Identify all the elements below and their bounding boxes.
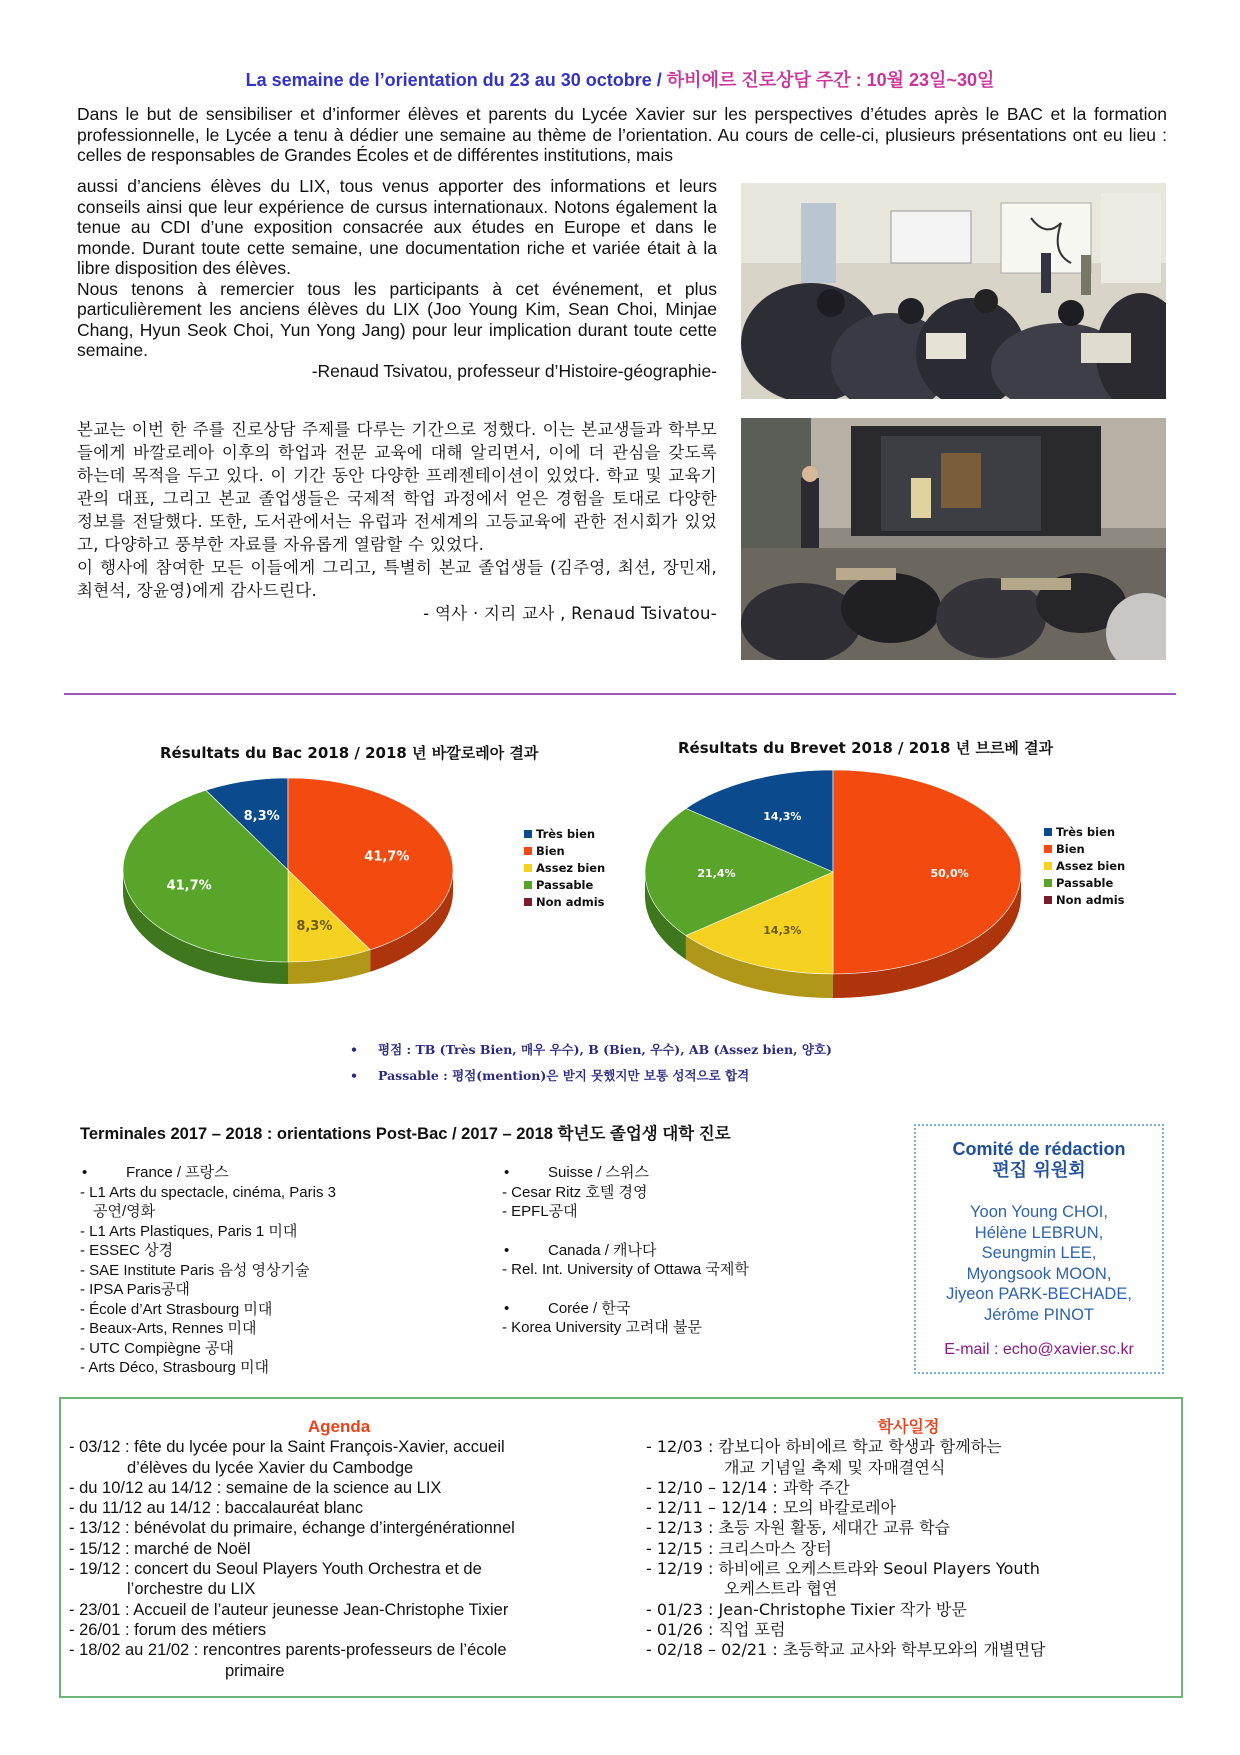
pie-data-label-0: 14,3% — [763, 810, 802, 824]
grading-note-2-text: Passable : 평점(mention)은 받지 못했지만 보통 성적으로 합격 — [378, 1068, 750, 1083]
pie-data-label-0: 8,3% — [243, 808, 280, 824]
agenda-item: - du 10/12 au 14/12 : semaine de la science au LIX — [69, 1478, 442, 1497]
article-kr-p2: 이 행사에 참여한 모든 이들에게 그리고, 특별히 본교 졸업생들 (김주영, 최션, 장민재, 최현석, 장윤영)에게 감사드린다. — [77, 558, 717, 600]
pie-data-label-1: 41,7% — [364, 849, 410, 865]
editorial-committee-box — [914, 1124, 1164, 1374]
pie-data-label-2: 14,3% — [763, 923, 802, 937]
legend-label: Très bien — [1056, 825, 1116, 839]
agenda-title-kr: 학사일정 — [877, 1417, 940, 1436]
committee-name: Yoon Young CHOI, — [970, 1203, 1108, 1221]
country-france-label: France / 프랑스 — [126, 1164, 229, 1181]
agenda-item: 오케스트라 협연 — [724, 1579, 838, 1599]
agenda-item: - 15/12 : marché de Noël — [69, 1539, 251, 1558]
agenda-item: - 23/01 : Accueil de l’auteur jeunesse Jean-Christophe Tixier — [69, 1600, 509, 1619]
agenda-item: - 12/11 – 12/14 : 모의 바칼로레아 — [646, 1498, 897, 1518]
chart-bac-title: Résultats du Bac 2018 / 2018 년 바깔로레아 결과 — [160, 744, 539, 762]
list-item: - Arts Déco, Strasbourg 미대 — [80, 1359, 270, 1376]
list-item: - UTC Compiègne 공대 — [80, 1339, 235, 1357]
legend-label: Passable — [536, 878, 594, 892]
list-item: - ESSEC 상경 — [80, 1242, 174, 1259]
legend-label: Non admis — [1056, 893, 1125, 907]
section-divider — [64, 693, 1176, 695]
list-item: - Beaux-Arts, Rennes 미대 — [80, 1320, 257, 1337]
country-canada — [502, 1241, 882, 1261]
agenda-item: - 12/03 : 캄보디아 하비에르 학교 학생과 함께하는 — [646, 1437, 1002, 1457]
committee-name: Seungmin LEE, — [981, 1244, 1097, 1262]
article-fr-signature: -Renaud Tsivatou, professeur d’Histoire-géographie- — [311, 360, 717, 381]
list-item: - Cesar Ritz 호텔 경영 — [502, 1183, 648, 1201]
legend-label: Passable — [1056, 876, 1114, 890]
legend-label: Assez bien — [1056, 859, 1126, 873]
title-fr: La semaine de l’orientation du 23 au 30 octobre / — [245, 70, 667, 90]
legend-swatch — [524, 881, 532, 889]
country-suisse — [502, 1163, 882, 1183]
agenda-item: - 12/19 : 하비에르 오케스트라와 Seoul Players Youth — [646, 1559, 1040, 1579]
list-item: - EPFL공대 — [502, 1203, 578, 1220]
page-title — [0, 66, 1240, 92]
agenda-item: - 13/12 : bénévolat du primaire, échange d’intergénérationnel — [69, 1519, 515, 1538]
orientations-other — [502, 1163, 882, 1338]
article-fr-p1: aussi d’anciens élèves du LIX, tous venus apporter des informations et leurs conseils ainsi que leur expérience de cursus internationaux. Notons également la tenue au CDI d’une exposition consacrée aux études en Europe et dans le monde. Durant toute cette semaine, une documentation riche et variée était à la libre disposition des élèves. — [77, 176, 717, 278]
pie-data-label-2: 8,3% — [296, 919, 333, 935]
list-item: - IPSA Paris공대 — [80, 1281, 190, 1298]
country-canada-label: Canada / 캐나다 — [548, 1241, 657, 1259]
agenda-item: - 03/12 : fête du lycée pour la Saint François-Xavier, accueil — [69, 1438, 505, 1457]
country-suisse-label: Suisse / 스위스 — [548, 1164, 649, 1181]
orientations-title: Terminales 2017 – 2018 : orientations Post-Bac / 2017 – 2018 학년도 졸업생 대학 진로 — [80, 1125, 731, 1143]
legend-label: Très bien — [536, 827, 596, 841]
agenda-kr — [646, 1417, 1171, 1661]
photo-classroom — [741, 418, 1166, 660]
legend-swatch — [1044, 828, 1052, 836]
chart-brevet — [638, 764, 1030, 1004]
grading-note-1-text: 평점 : TB (Très Bien, 매우 우수), B (Bien, 우수), AB (Assez bien, 양호) — [378, 1042, 832, 1057]
legend-item-0 — [524, 826, 605, 843]
bullet: • — [504, 1164, 510, 1181]
committee-name: Hélène LEBRUN, — [974, 1223, 1104, 1242]
legend-swatch — [1044, 896, 1052, 904]
agenda-item: - 01/23 : Jean-Christophe Tixier 작가 방문 — [646, 1599, 967, 1619]
spacer — [502, 1222, 882, 1241]
legend-swatch — [1044, 879, 1052, 887]
chart-bac-legend — [524, 826, 605, 911]
list-item: - Korea University 고려대 불문 — [502, 1319, 702, 1336]
agenda-item: - 26/01 : forum des métiers — [69, 1620, 267, 1639]
agenda-item: - du 11/12 au 14/12 : baccalauréat blanc — [69, 1499, 364, 1518]
country-coree-label: Corée / 한국 — [548, 1299, 631, 1317]
grading-note-2 — [350, 1066, 749, 1084]
chart-brevet-title: Résultats du Brevet 2018 / 2018 년 브르베 결과 — [678, 739, 1054, 757]
list-item: 공연/영화 — [93, 1203, 156, 1220]
legend-label: Bien — [1056, 842, 1085, 856]
committee-name: Jérôme PINOT — [983, 1305, 1095, 1324]
agenda-fr — [69, 1417, 609, 1681]
pie-data-label-1: 50,0% — [930, 867, 969, 880]
list-item: - Rel. Int. University of Ottawa 국제학 — [502, 1261, 749, 1278]
legend-item-4 — [1044, 892, 1125, 909]
legend-swatch — [524, 847, 532, 855]
agenda-item: primaire — [225, 1661, 285, 1680]
legend-label: Assez bien — [536, 861, 606, 875]
bullet: • — [82, 1164, 88, 1181]
pie-data-label-3: 21,4% — [697, 867, 736, 880]
legend-swatch — [524, 898, 532, 906]
orientations-france — [80, 1163, 480, 1378]
article-fr-intro: Dans le but de sensibiliser et d’informer élèves et parents du Lycée Xavier sur les perspectives d’études après le BAC et la formation professionnelle, le Lycée a tenu à dédier une semaine au thème de l’orientation. Au cours de celle-ci, plusieurs présentations ont eu lieu : celles de responsables de Grandes Écoles et de différentes institutions, mais — [77, 104, 1167, 165]
bullet: • — [350, 1068, 358, 1083]
legend-item-0 — [1044, 824, 1125, 841]
legend-item-1 — [1044, 841, 1125, 858]
country-france — [80, 1163, 480, 1183]
country-coree — [502, 1299, 882, 1319]
list-item: - L1 Arts du spectacle, cinéma, Paris 3 — [80, 1183, 336, 1201]
agenda-item: 개교 기념일 축제 및 자매결연식 — [724, 1457, 946, 1477]
photo-classroom-image — [741, 418, 1166, 660]
bullet: • — [504, 1299, 510, 1317]
list-item: - École d’Art Strasbourg 미대 — [80, 1300, 273, 1318]
agenda-item: l’orchestre du LIX — [127, 1580, 256, 1599]
article-kr-p1: 본교는 이번 한 주를 진로상담 주제를 다루는 기간으로 정했다. 이는 본교생들과 학부모들에게 바깔로레아 이후의 학업과 전문 교육에 대해 알리면서, 이에 더 관심을 갖도록 하는데 목적을 두고 있다. 이 기간 동안 다양한 프레젠테이션이 있었다. 학교 및 교육기관의 대표, 그리고 본교 졸업생들은 국제적 학업 과정에서 얻은 경험을 토대로 다양한 정보를 전달했다. 또한, 도서관에서는 유럽과 전세계의 고등교육에 관한 전시회가 있었고, 다양하고 풍부한 자료를 자유롭게 열람할 수 있었다. — [77, 420, 717, 554]
committee-title-fr: Comité de rédaction — [952, 1139, 1126, 1159]
agenda-title-fr: Agenda — [307, 1417, 371, 1436]
committee-names — [916, 1202, 1162, 1325]
article-kr-signature: - 역사 · 지리 교사 , Renaud Tsivatou- — [423, 604, 717, 623]
agenda-item: - 12/13 : 초등 자원 활동, 세대간 교류 학습 — [646, 1518, 950, 1538]
agenda-item: - 12/10 – 12/14 : 과학 주간 — [646, 1477, 850, 1497]
chart-bac — [118, 770, 458, 995]
chart-brevet-legend — [1044, 824, 1125, 909]
bullet: • — [504, 1241, 510, 1259]
article-kr-body — [77, 418, 717, 625]
legend-item-1 — [524, 843, 605, 860]
legend-item-3 — [1044, 875, 1125, 892]
committee-name: Jiyeon PARK-BECHADE, — [946, 1285, 1132, 1303]
committee-title-kr: 편집 위원회 — [992, 1160, 1086, 1181]
photo-presentation — [741, 183, 1166, 399]
agenda-item: - 19/12 : concert du Seoul Players Youth Orchestra et de — [69, 1560, 482, 1579]
legend-item-2 — [1044, 858, 1125, 875]
agenda-item: d’élèves du lycée Xavier du Cambodge — [127, 1458, 414, 1477]
bullet: • — [350, 1042, 358, 1057]
legend-item-3 — [524, 877, 605, 894]
agenda-box — [59, 1397, 1183, 1698]
committee-email: E-mail : echo@xavier.sc.kr — [944, 1341, 1134, 1358]
spacer — [502, 1280, 882, 1299]
legend-item-2 — [524, 860, 605, 877]
legend-swatch — [1044, 862, 1052, 870]
agenda-item: - 12/15 : 크리스마스 장터 — [646, 1538, 832, 1558]
photo-presentation-image — [741, 183, 1166, 399]
pie-data-label-3: 41,7% — [166, 878, 212, 894]
list-item: - SAE Institute Paris 음성 영상기술 — [80, 1261, 310, 1279]
legend-item-4 — [524, 894, 605, 911]
article-fr-p2: Nous tenons à remercier tous les participants à cet événement, et plus particulièrement les anciens élèves du LIX (Joo Young Kim, Sean Choi, Minjae Chang, Hyun Seok Choi, Yun Yong Jang) pour leur implication durant toute cette semaine. — [77, 278, 717, 360]
article-fr-body — [77, 176, 717, 381]
legend-swatch — [524, 864, 532, 872]
agenda-item: - 18/02 au 21/02 : rencontres parents-professeurs de l’école — [69, 1641, 507, 1660]
grading-note-1 — [350, 1040, 832, 1058]
agenda-item: - 01/26 : 직업 포럼 — [646, 1619, 786, 1639]
legend-swatch — [524, 830, 532, 838]
legend-swatch — [1044, 845, 1052, 853]
title-kr: 하비에르 진로상담 주간 : 10월 23일~30일 — [666, 70, 995, 90]
agenda-item: - 02/18 – 02/21 : 초등학교 교사와 학부모와의 개별면담 — [646, 1640, 1046, 1660]
legend-label: Non admis — [536, 895, 605, 909]
list-item: - L1 Arts Plastiques, Paris 1 미대 — [80, 1222, 298, 1240]
committee-name: Myongsook MOON, — [966, 1264, 1112, 1283]
legend-label: Bien — [536, 844, 565, 858]
